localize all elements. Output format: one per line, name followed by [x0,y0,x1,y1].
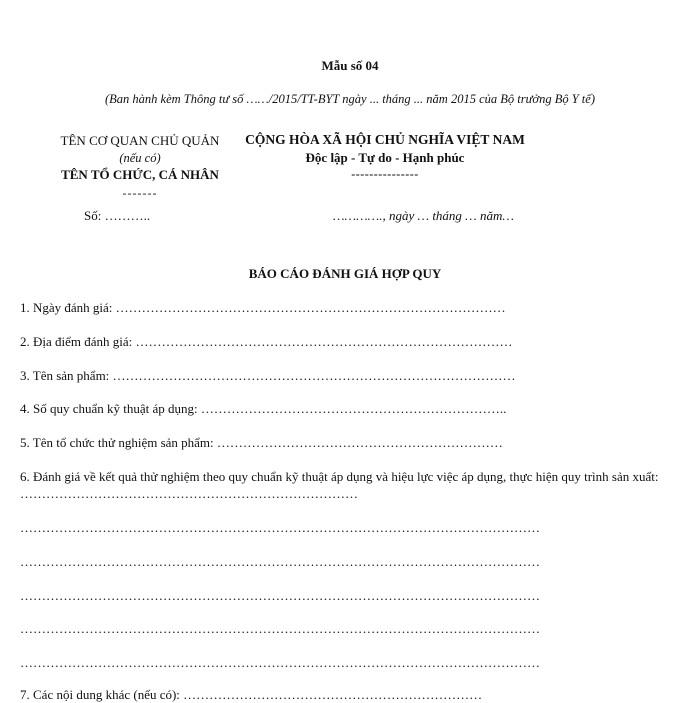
fill-in-line: ………………………………………………………………………………………………………… [20,520,540,535]
fill-in-line: ………………………………………………………………………………………………………… [20,621,540,636]
testing-organization-field: 5. Tên tổ chức thử nghiệm sản phẩm: ………………………………………………………… [20,435,503,450]
document-number: Số: ……….. [84,208,151,223]
fill-in-line: ………………………………………………………………………………………………………… [20,655,540,670]
test-result-assessment-field: 6. Đánh giá về kết quả thử nghiệm theo quy chuẩn kỹ thuật áp dụng và hiệu lực việc áp dụng, thực hiện quy trình sản xuất: …………………………………………………………………… [20,469,659,501]
technical-regulation-field: 4. Số quy chuẩn kỹ thuật áp dụng: …………………………………………………………….. [20,401,507,416]
other-content-field: 7. Các nội dung khác (nếu có): …………………………………………………………… [20,687,483,702]
issuance-note: (Ban hành kèm Thông tư số ……/2015/TT-BYT ngày ... tháng ... năm 2015 của Bộ trưởng Bộ Y tế) [105,92,595,106]
product-name-field: 3. Tên sản phẩm: ………………………………………………………………………………… [20,368,516,383]
organization-name-label: TÊN TỔ CHỨC, CÁ NHÂN [61,167,219,182]
governing-agency-label: TÊN CƠ QUAN CHỦ QUẢN [60,133,220,148]
if-any-note: (nếu có) [119,151,161,165]
fill-in-line: ………………………………………………………………………………………………………… [20,554,540,569]
assessment-date-field: 1. Ngày đánh giá: ……………………………………………………………………………… [20,300,506,315]
national-motto: Độc lập - Tự do - Hạnh phúc [305,150,465,165]
fill-in-line: ………………………………………………………………………………………………………… [20,588,540,603]
national-motto-header [230,131,540,182]
motto-divider: --------------- [351,167,419,181]
country-name: CỘNG HÒA XÃ HỘI CHỦ NGHĨA VIỆT NAM [245,132,525,147]
organization-header [20,132,260,202]
place-and-date: …………., ngày … tháng … năm… [333,208,514,223]
assessment-location-field: 2. Địa điểm đánh giá: …………………………………………………………………………… [20,334,513,349]
header-divider: ------- [122,186,158,200]
report-title: BÁO CÁO ĐÁNH GIÁ HỢP QUY [248,266,442,281]
form-number: Mẫu số 04 [321,58,379,73]
